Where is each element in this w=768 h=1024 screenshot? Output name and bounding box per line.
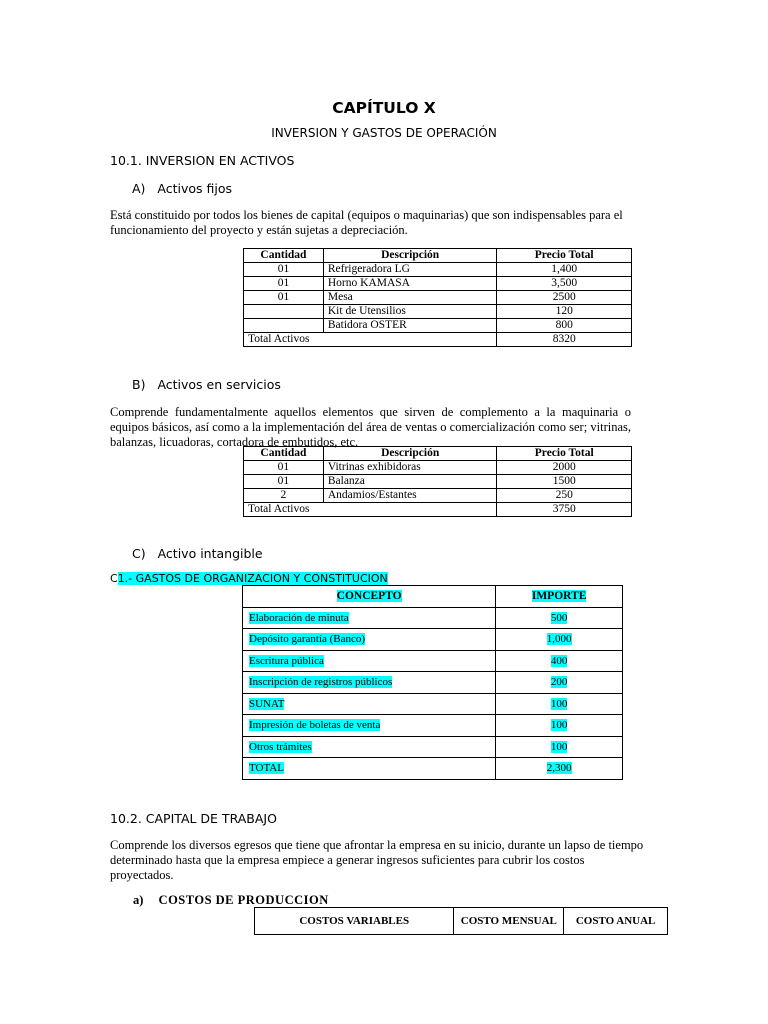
subsection-b-marker: B) xyxy=(132,377,146,392)
table-row xyxy=(243,650,623,672)
concept-label: Inscripción de registros públicos xyxy=(249,676,393,689)
column-header: Precio Total xyxy=(497,249,632,263)
concept-cell xyxy=(243,672,496,694)
qty-cell: 01 xyxy=(244,277,324,291)
amount-cell xyxy=(496,672,623,694)
table-row xyxy=(244,305,632,319)
column-header xyxy=(496,586,623,608)
concept-label: Elaboración de minuta xyxy=(249,611,349,624)
table-row xyxy=(244,263,632,277)
amount-cell xyxy=(496,715,623,737)
concept-label: Otros trámites xyxy=(249,740,312,753)
amount-value: 1,000 xyxy=(546,633,572,646)
amount-value: 100 xyxy=(550,740,568,753)
amount-value: 400 xyxy=(550,654,568,667)
column-header: Cantidad xyxy=(244,447,324,461)
table-row xyxy=(243,607,623,629)
table-row xyxy=(244,489,632,503)
amount-cell xyxy=(496,650,623,672)
qty-cell: 01 xyxy=(244,461,324,475)
table-row xyxy=(243,672,623,694)
section-10-2-paragraph: Comprende los diversos egresos que tiene que afrontar la empresa en su inicio, durante un lapso de tiempo determinado hasta que la empresa empiece a generar ingresos suficientes para cubrir los costos proyectados. xyxy=(110,838,644,882)
column-header: COSTOS VARIABLES xyxy=(255,908,454,935)
column-header: Descripción xyxy=(323,249,497,263)
total-label: Total Activos xyxy=(244,503,497,517)
organization-expenses-title: 1.- GASTOS DE ORGANIZACION Y CONSTITUCION xyxy=(117,572,388,585)
table-row xyxy=(244,475,632,489)
amount-value: 100 xyxy=(550,719,568,732)
description-cell: Batidora OSTER xyxy=(323,319,497,333)
description-cell: Kit de Utensilios xyxy=(323,305,497,319)
concept-cell xyxy=(243,736,496,758)
concept-cell xyxy=(243,650,496,672)
production-costs-table xyxy=(254,907,668,935)
total-row xyxy=(244,503,632,517)
table-row xyxy=(243,693,623,715)
organization-expenses-table xyxy=(242,585,623,780)
qty-cell xyxy=(244,319,324,333)
table-row xyxy=(243,736,623,758)
price-cell: 250 xyxy=(497,489,632,503)
organization-expenses-heading xyxy=(110,572,388,585)
description-cell: Refrigeradora LG xyxy=(323,263,497,277)
subsection-c-title: Activo intangible xyxy=(157,546,263,561)
amount-cell xyxy=(496,758,623,780)
column-header: COSTO ANUAL xyxy=(564,908,668,935)
concept-cell xyxy=(243,715,496,737)
total-label: TOTAL xyxy=(249,762,284,775)
total-row xyxy=(244,333,632,347)
column-header: COSTO MENSUAL xyxy=(454,908,564,935)
concept-label: Escritura pública xyxy=(249,654,324,667)
column-header: Cantidad xyxy=(244,249,324,263)
table-row xyxy=(244,319,632,333)
fixed-assets-table xyxy=(243,248,632,347)
price-cell: 120 xyxy=(497,305,632,319)
subsection-a-heading xyxy=(132,181,232,196)
concept-header-label: CONCEPTO xyxy=(336,590,402,603)
subsection-a-marker: A) xyxy=(132,181,146,196)
production-costs-marker: a) xyxy=(133,893,144,907)
amount-value: 500 xyxy=(550,611,568,624)
amount-cell xyxy=(496,736,623,758)
price-cell: 1,400 xyxy=(497,263,632,277)
price-cell: 800 xyxy=(497,319,632,333)
table-row xyxy=(243,715,623,737)
concept-cell xyxy=(243,693,496,715)
subsection-a-title: Activos fijos xyxy=(157,181,233,196)
concept-label: Depósito garantía (Banco) xyxy=(249,633,366,646)
service-assets-table xyxy=(243,446,632,517)
organization-expenses-prefix: C xyxy=(110,572,118,585)
table-row xyxy=(244,461,632,475)
production-costs-title: COSTOS DE PRODUCCION xyxy=(158,893,329,907)
concept-cell xyxy=(243,629,496,651)
concept-cell xyxy=(243,607,496,629)
amount-cell xyxy=(496,607,623,629)
chapter-subtitle: INVERSION Y GASTOS DE OPERACIÓN xyxy=(271,126,497,140)
table-header-row xyxy=(243,586,623,608)
total-row xyxy=(243,758,623,780)
table-header-row xyxy=(255,908,668,935)
concept-label: Impresión de boletas de venta xyxy=(249,719,381,732)
amount-value: 200 xyxy=(550,676,568,689)
column-header xyxy=(243,586,496,608)
amount-header-label: IMPORTE xyxy=(531,590,587,603)
qty-cell: 2 xyxy=(244,489,324,503)
description-cell: Balanza xyxy=(323,475,497,489)
description-cell: Horno KAMASA xyxy=(323,277,497,291)
description-cell: Vitrinas exhibidoras xyxy=(323,461,497,475)
description-cell: Mesa xyxy=(323,291,497,305)
qty-cell xyxy=(244,305,324,319)
qty-cell: 01 xyxy=(244,291,324,305)
subsection-c-marker: C) xyxy=(132,546,146,561)
section-heading-10-1: 10.1. INVERSION EN ACTIVOS xyxy=(110,153,295,168)
table-header-row xyxy=(244,249,632,263)
amount-value: 100 xyxy=(550,697,568,710)
concept-label: SUNAT xyxy=(249,697,285,710)
subsection-c-heading xyxy=(132,546,263,561)
subsection-b-paragraph: Comprende fundamentalmente aquellos elementos que sirven de complemento a la maquinaria o equipos básicos, así como a la implementación del área de ventas o comercialización como ser; vitrinas, balanzas, licuadoras, cortadora de embutidos, etc. xyxy=(110,405,631,449)
total-label: Total Activos xyxy=(244,333,497,347)
table-row xyxy=(244,291,632,305)
total-value: 3750 xyxy=(497,503,632,517)
price-cell: 1500 xyxy=(497,475,632,489)
production-costs-heading xyxy=(133,893,329,908)
amount-cell xyxy=(496,629,623,651)
description-cell: Andamios/Estantes xyxy=(323,489,497,503)
qty-cell: 01 xyxy=(244,475,324,489)
concept-cell xyxy=(243,758,496,780)
column-header: Descripción xyxy=(323,447,497,461)
price-cell: 2000 xyxy=(497,461,632,475)
chapter-title: CAPÍTULO X xyxy=(332,99,436,117)
total-value: 8320 xyxy=(497,333,632,347)
table-row xyxy=(244,277,632,291)
price-cell: 3,500 xyxy=(497,277,632,291)
table-header-row xyxy=(244,447,632,461)
table-row xyxy=(243,629,623,651)
total-value: 2,300 xyxy=(546,762,572,775)
subsection-b-title: Activos en servicios xyxy=(157,377,281,392)
column-header: Precio Total xyxy=(497,447,632,461)
price-cell: 2500 xyxy=(497,291,632,305)
qty-cell: 01 xyxy=(244,263,324,277)
subsection-b-heading xyxy=(132,377,281,392)
section-heading-10-2: 10.2. CAPITAL DE TRABAJO xyxy=(110,811,277,826)
subsection-a-paragraph: Está constituido por todos los bienes de capital (equipos o maquinarias) que son indispensables para el funcionamiento del proyecto y están sujetas a depreciación. xyxy=(110,208,623,237)
amount-cell xyxy=(496,693,623,715)
